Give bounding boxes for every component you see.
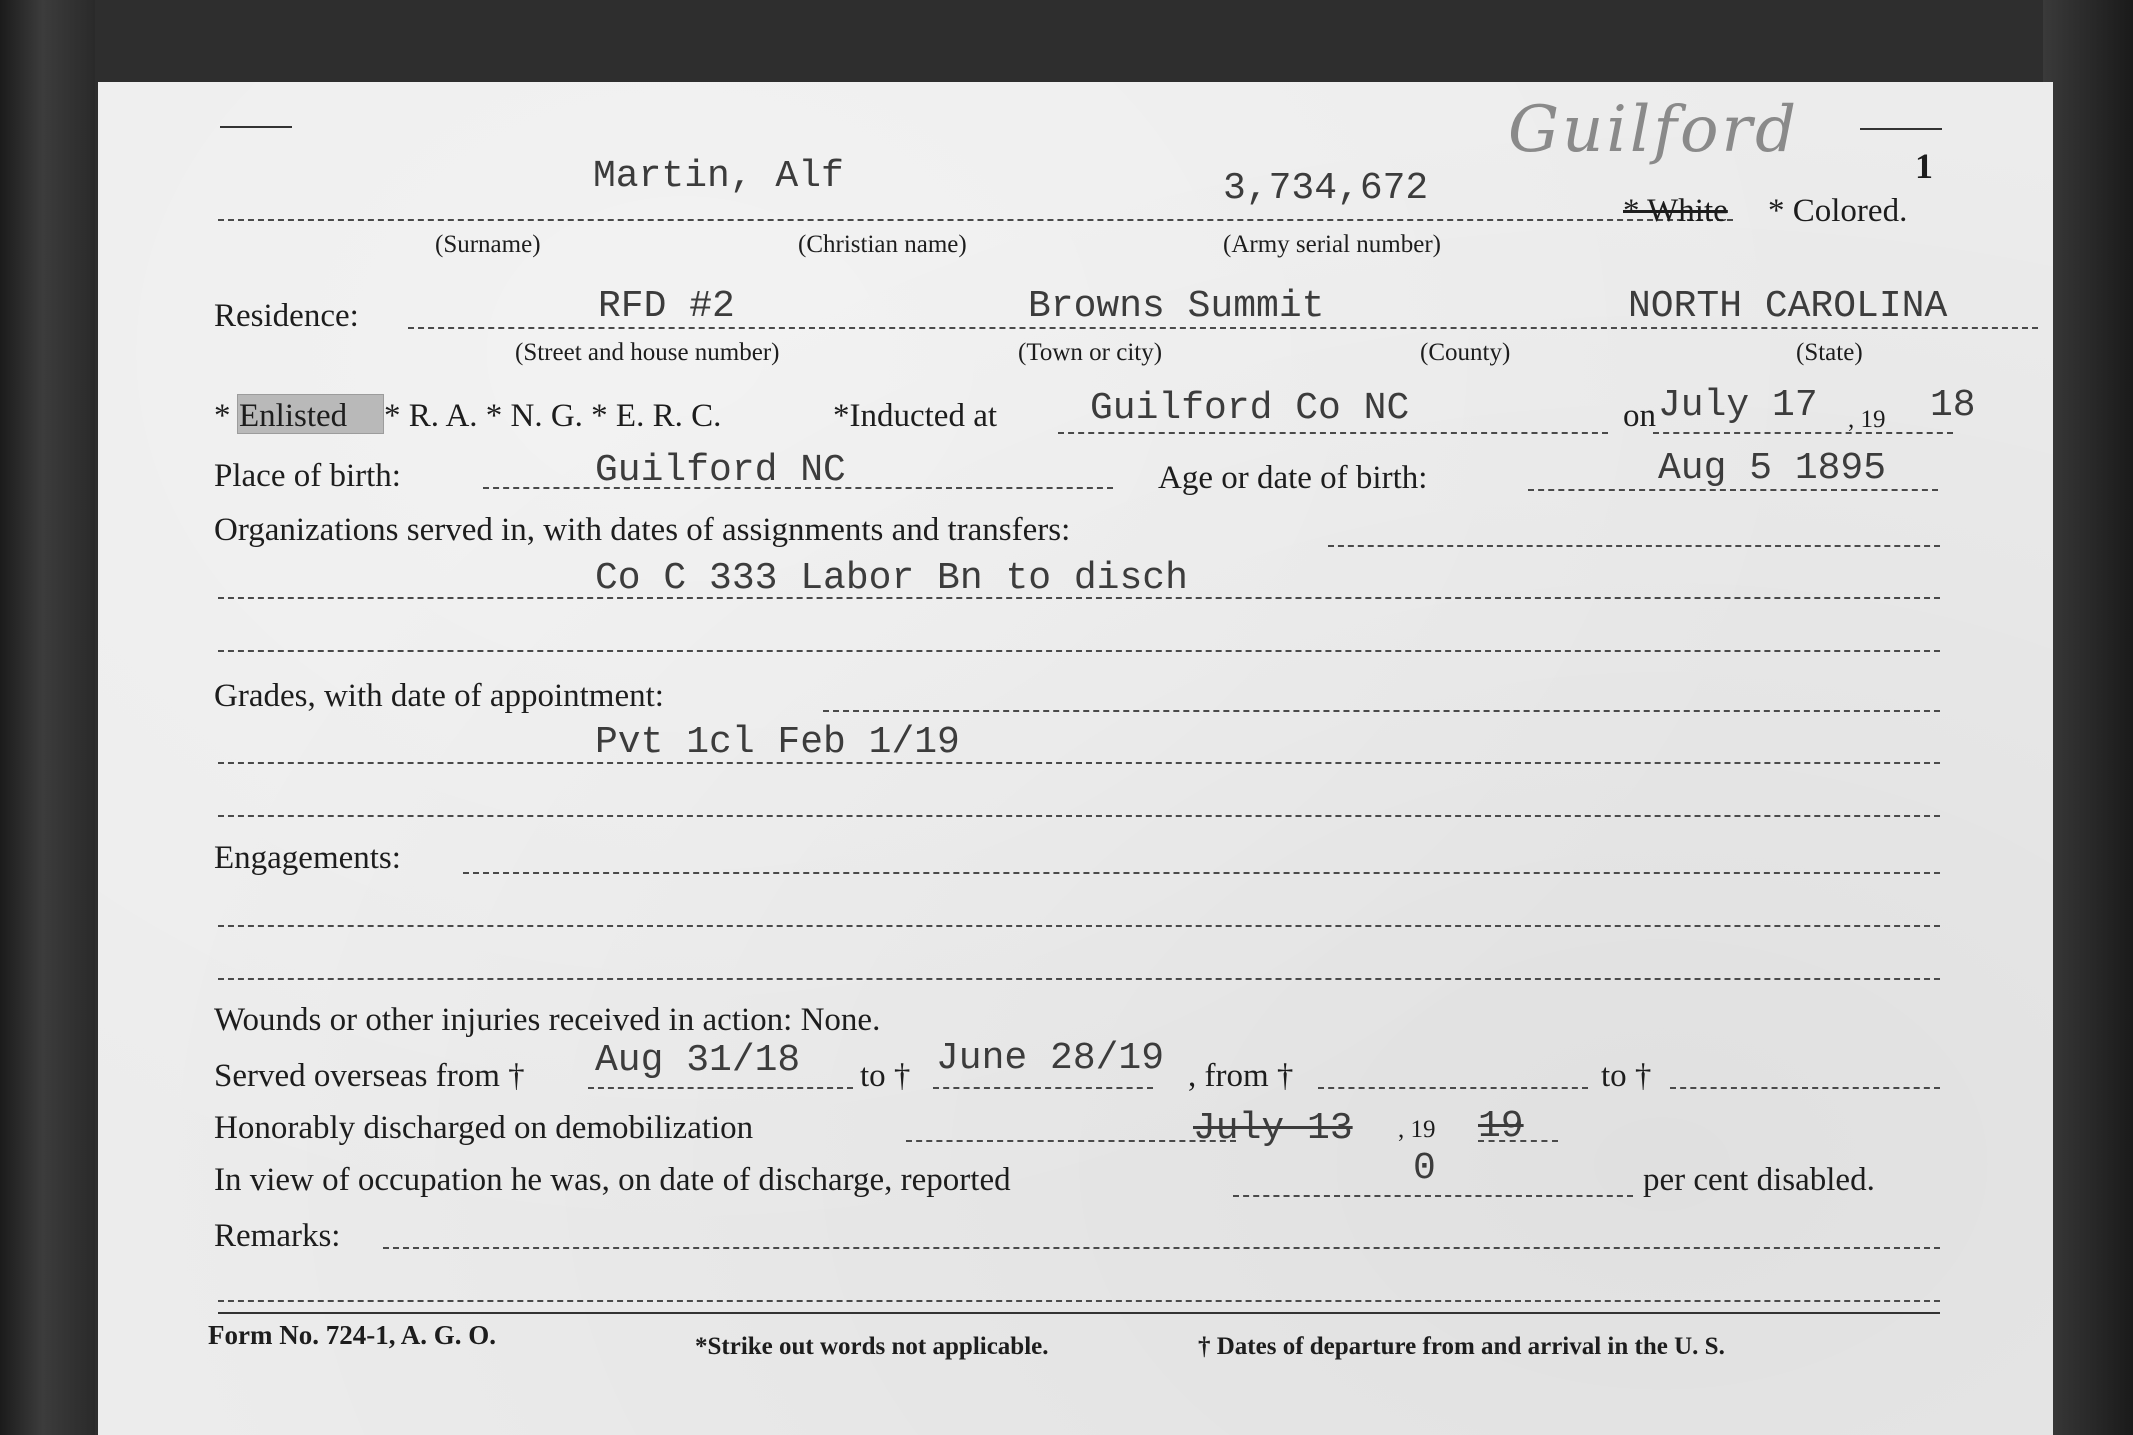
disabled-line [1233,1195,1633,1197]
residence-line [408,327,2038,329]
on-label: on [1623,398,1656,434]
card-number: 1 [1915,146,1933,186]
birth-date-value: Aug 5 1895 [1658,447,1887,490]
footnote-dates: † Dates of departure from and arrival in the U. S. [1198,1333,1725,1360]
top-left-rule [220,126,292,128]
grades-line-2 [218,762,1940,764]
overseas-from-value: Aug 31/18 [595,1039,801,1082]
inducted-date-value: July 17 [1658,384,1818,427]
caption-town: (Town or city) [1018,339,1163,366]
organizations-value: Co C 333 Labor Bn to disch [595,557,1188,600]
serial-number-value: 3,734,672 [1223,167,1429,210]
overseas-from-line [588,1087,853,1089]
top-right-rule [1860,128,1942,130]
disabled-suffix: per cent disabled. [1643,1162,1875,1198]
inducted-place-line [1058,432,1608,434]
name-value: Martin, Alf [593,155,844,198]
wounds-text: Wounds or other injuries received in action: None. [214,1002,881,1038]
inducted-place-value: Guilford Co NC [1090,387,1410,430]
engagements-label: Engagements: [214,840,401,876]
overseas-to-label: to † [860,1058,911,1094]
inducted-label: *Inducted at [833,398,998,434]
caption-serial-number: (Army serial number) [1223,231,1441,258]
grades-label: Grades, with date of appointment: [214,678,664,714]
discharge-year-value: 19 [1478,1105,1524,1148]
birthplace-value: Guilford NC [595,449,846,492]
discharge-label: Honorably discharged on demobilization [214,1110,754,1146]
birthplace-label: Place of birth: [214,458,401,494]
organizations-line-2 [218,597,1940,599]
inducted-year-value: 18 [1930,384,1976,427]
remarks-line-2 [218,1300,1940,1302]
overseas-label: Served overseas from † [214,1058,525,1094]
discharge-date-line [906,1140,1236,1142]
enlistment-options: * R. A. * N. G. * E. R. C. [384,398,722,434]
residence-street-value: RFD #2 [598,285,735,328]
residence-town-value: Browns Summit [1028,285,1325,328]
enlisted-option: Enlisted [239,398,348,434]
caption-surname: (Surname) [435,231,541,258]
discharge-year-prefix: , 19 [1398,1116,1436,1143]
residence-state-value: NORTH CAROLINA [1628,285,1948,328]
remarks-line-1 [383,1247,1940,1249]
engagements-line-2 [218,925,1940,927]
disabled-value: 0 [1413,1147,1436,1190]
handwritten-county: Guilford [1508,93,1800,167]
organizations-line-1 [1328,545,1940,547]
overseas-from2-label: , from † [1188,1058,1294,1094]
organizations-line-3 [218,650,1940,652]
birthplace-line [483,487,1113,489]
overseas-to2-line [1670,1087,1940,1089]
race-colored: * Colored. [1768,193,1908,229]
name-line [218,219,1733,221]
discharge-year-line [1478,1140,1558,1142]
scan-border-right [2043,0,2133,1435]
inducted-year-prefix: , 19 [1848,406,1886,433]
engagements-line-1 [463,872,1940,874]
residence-label: Residence: [214,298,359,334]
caption-county: (County) [1420,339,1511,366]
overseas-to-value: June 28/19 [936,1037,1165,1080]
grades-value: Pvt 1cl Feb 1/19 [595,721,960,764]
grades-line-1 [823,710,1940,712]
overseas-to-line [933,1087,1153,1089]
grades-line-3 [218,815,1940,817]
caption-christian-name: (Christian name) [798,231,967,258]
overseas-to2-label: to † [1601,1058,1652,1094]
scan-border-left [0,0,95,1435]
form-number: Form No. 724-1, A. G. O. [208,1320,496,1350]
birth-date-line [1528,489,1938,491]
caption-street: (Street and house number) [515,339,780,366]
enlisted-star: * [214,398,231,434]
disabled-label: In view of occupation he was, on date of discharge, reported [214,1162,1011,1198]
footer-rule [218,1312,1940,1314]
remarks-label: Remarks: [214,1218,341,1254]
discharge-date-value: July 13 [1193,1107,1353,1150]
caption-state: (State) [1796,339,1863,366]
organizations-label: Organizations served in, with dates of assignments and transfers: [214,512,1071,548]
age-label: Age or date of birth: [1158,460,1428,496]
inducted-date-line [1653,432,1953,434]
footnote-strike-out: *Strike out words not applicable. [695,1333,1049,1360]
overseas-from2-line [1318,1087,1588,1089]
engagements-line-3 [218,978,1940,980]
race-white-struck: * White [1623,193,1728,229]
service-record-card [98,82,2053,1435]
